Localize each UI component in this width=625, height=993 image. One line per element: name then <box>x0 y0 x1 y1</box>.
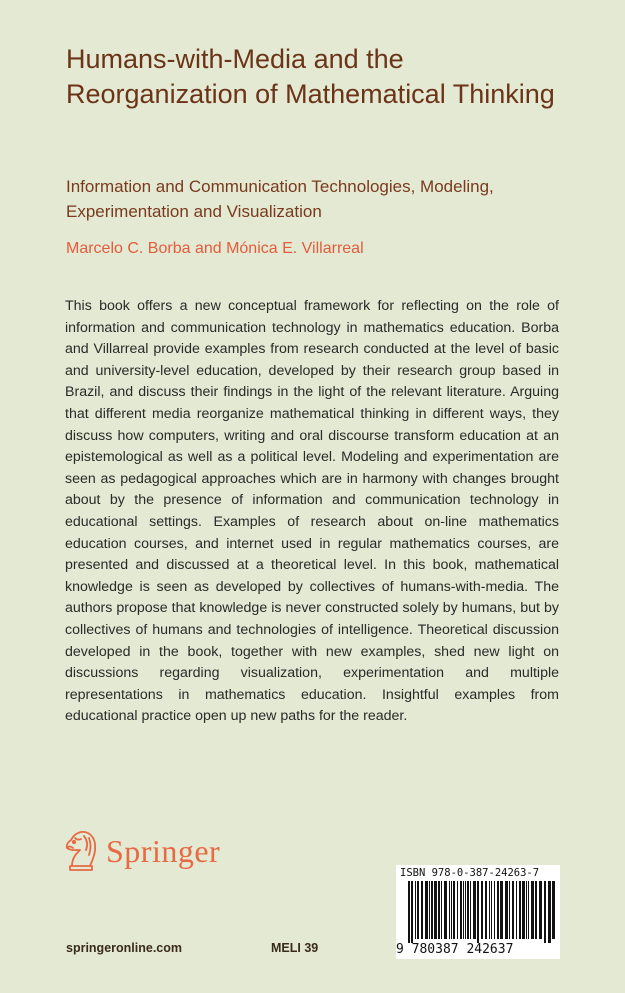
book-description: This book offers a new conceptual framework for reflecting on the role of information and communication technology in mathematics education. Borba and Villarreal provide examples from research conducted at the level of basic and university-level education, developed by their research group based in Brazil, and discuss their findings in the light of the relevant literature. Arguing that different media reorganize mathematical thinking in different ways, they discuss how computers, writing and oral discourse transform education at an epistemological as well as a political level. Modeling and experimentation are seen as pedagogical approaches which are in harmony with changes brought about by the presence of information and communication technology in educational settings. Examples of research about on-line mathematics education courses, and internet used in regular mathematics courses, are presented and discussed at a theoretical level. In this book, mathematical knowledge is seen as developed by collectives of humans-with-media. The authors propose that knowledge is never constructed solely by humans, but by collectives of humans and technologies of intelligence. Theoretical discussion developed in the book, together with new examples, shed new light on discussions regarding visualization, experimentation and multiple representations in mathematics education. Insightful examples from educational practice open up new paths for the reader. <box>65 298 559 725</box>
barcode-bar <box>415 881 416 939</box>
series-code: MELI 39 <box>271 941 319 955</box>
barcode-bar <box>535 881 537 939</box>
springer-wordmark: Springer <box>106 832 221 869</box>
barcode-bar <box>481 881 483 939</box>
knight-chess-piece-icon <box>62 828 100 874</box>
barcode-bar <box>449 881 450 939</box>
barcode-bar <box>519 881 521 939</box>
barcode-bar <box>438 881 440 939</box>
barcode-bar <box>505 881 508 939</box>
barcode-bar <box>429 881 430 939</box>
barcode-bar <box>528 881 529 939</box>
book-title: Humans-with-Media and the Reorganization of Mathematical Thinking <box>66 44 555 109</box>
barcode-bar <box>522 881 525 939</box>
barcode-bar <box>500 881 503 939</box>
barcode-bar <box>531 881 534 939</box>
barcode-bar <box>444 881 447 939</box>
barcode-bar <box>453 881 455 939</box>
barcode-bar <box>417 881 419 939</box>
barcode-bar <box>451 881 452 939</box>
barcode-bar <box>431 881 433 939</box>
publisher-website[interactable]: springeronline.com <box>66 941 182 955</box>
barcode-bar <box>421 881 423 939</box>
barcode-bar <box>434 881 437 939</box>
barcode-bar <box>552 881 555 939</box>
barcode-bar <box>548 881 551 943</box>
springer-logo <box>62 826 220 876</box>
barcode-bar <box>509 881 510 939</box>
book-subtitle: Information and Communication Technologies, Modeling, Experimentation and Visualization <box>66 177 494 221</box>
barcode-bar <box>526 881 527 939</box>
barcode-bar <box>465 881 466 939</box>
barcode-bar <box>544 881 546 943</box>
barcode-bar <box>494 881 495 939</box>
barcode-bars <box>396 881 560 943</box>
barcode-bar <box>516 881 517 939</box>
barcode-bar <box>460 881 462 939</box>
barcode-bar <box>489 881 490 939</box>
barcode-bar <box>485 881 487 939</box>
barcode-bar <box>497 881 499 939</box>
book-authors: Marcelo C. Borba and Mónica E. Villarreal <box>66 240 364 257</box>
barcode-bar <box>467 881 469 939</box>
barcode-bar <box>470 881 471 939</box>
barcode-bar <box>463 881 464 939</box>
barcode-bar <box>411 881 413 943</box>
barcode-bar <box>441 881 442 939</box>
barcode-bar <box>425 881 428 939</box>
barcode-bar <box>408 881 410 943</box>
barcode-bar <box>491 881 492 939</box>
barcode-bar <box>539 881 542 939</box>
ean-digits: 9 780387 242637 <box>396 942 514 957</box>
barcode-bar <box>477 881 479 943</box>
isbn-label: ISBN 978-0-387-24263-7 <box>400 867 540 879</box>
barcode-bar <box>512 881 514 939</box>
isbn-barcode <box>396 865 560 959</box>
barcode-bar <box>457 881 458 939</box>
barcode-bar <box>473 881 476 939</box>
